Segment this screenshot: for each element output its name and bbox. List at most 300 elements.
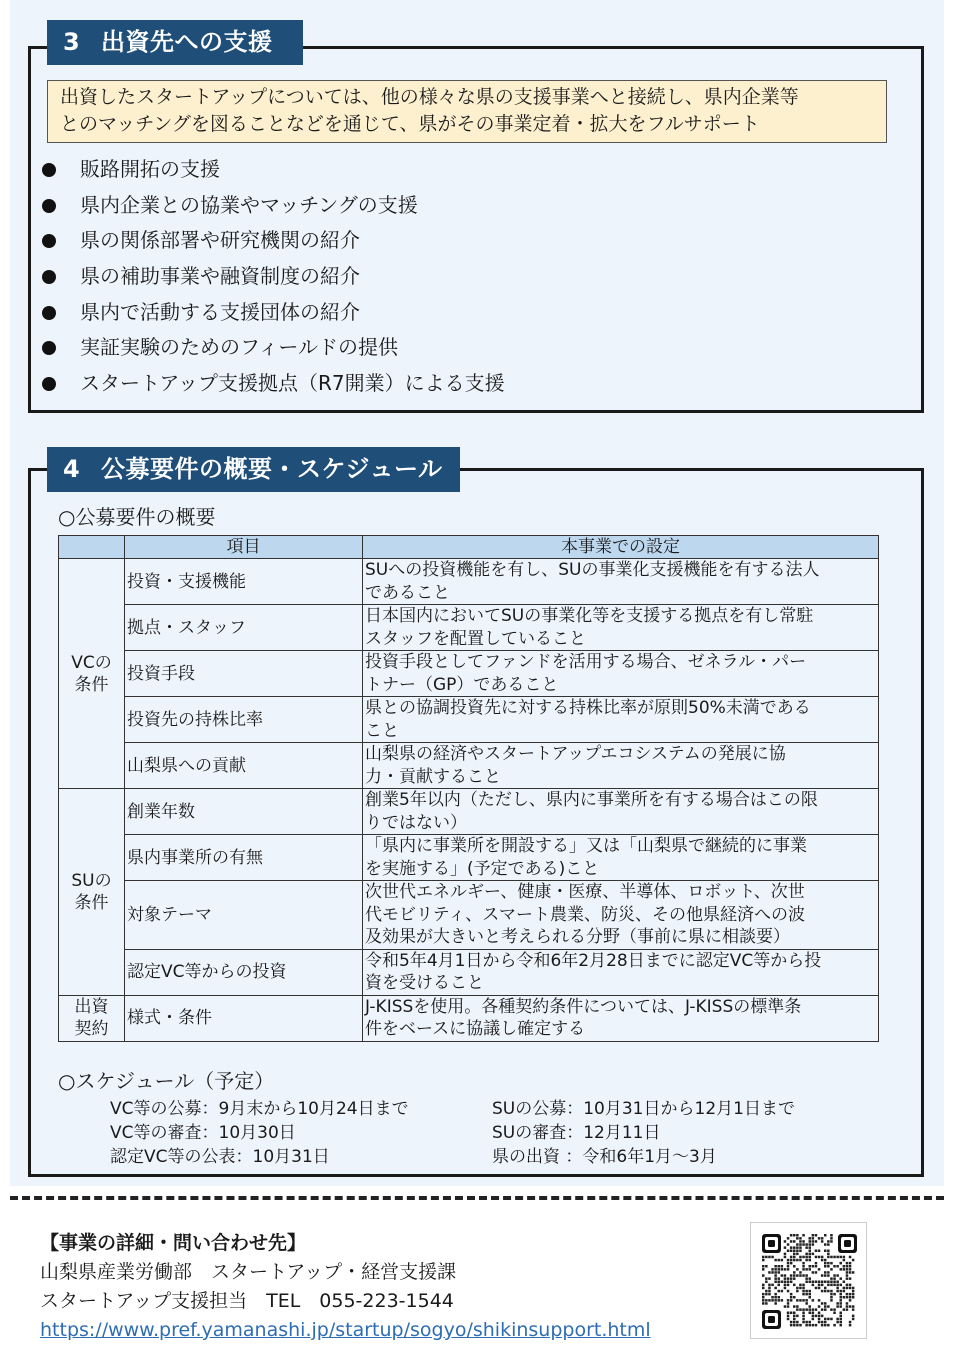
- qr-module: [787, 1312, 790, 1315]
- group-label-line: 条件: [74, 674, 109, 695]
- qr-module: [768, 1256, 771, 1259]
- qr-module: [830, 1299, 833, 1302]
- qr-module: [762, 1259, 765, 1262]
- qr-module: [818, 1250, 821, 1253]
- qr-module: [821, 1290, 824, 1293]
- setting-line: 山梨県の経済やスタートアップエコシステムの発展に協: [365, 744, 786, 764]
- section-4-title: [47, 447, 460, 492]
- qr-module: [849, 1305, 852, 1308]
- setting-line: 及効果が大きいと考えられる分野（事前に県に相談要）: [365, 927, 790, 947]
- qr-module: [802, 1274, 805, 1277]
- qr-module: [833, 1281, 836, 1284]
- schedule-item: VC等の公募：9月末から10月24日まで: [110, 1099, 409, 1119]
- schedule-item: VC等の審査：10月30日: [110, 1123, 296, 1143]
- qr-module: [852, 1293, 855, 1296]
- qr-module: [781, 1259, 784, 1262]
- setting-line: こと: [365, 720, 399, 741]
- item-cell: 投資先の持株比率: [125, 697, 363, 743]
- qr-module: [846, 1305, 849, 1308]
- qr-module: [827, 1324, 830, 1327]
- contact-url-link[interactable]: https://www.pref.yamanashi.jp/startup/sogyo/shikinsupport.html: [40, 1319, 651, 1341]
- schedule-item: SUの審査：12月11日: [492, 1123, 661, 1143]
- qr-module: [852, 1287, 855, 1290]
- qr-module: [840, 1293, 843, 1296]
- qr-module: [796, 1324, 799, 1327]
- qr-module: [840, 1315, 843, 1318]
- qr-module: [846, 1308, 849, 1311]
- qr-module: [781, 1268, 784, 1271]
- qr-module: [778, 1284, 781, 1287]
- list-item: [42, 188, 505, 224]
- contact-department: 山梨県産業労働部 スタートアップ・経営支援課: [40, 1261, 457, 1283]
- qr-module: [830, 1262, 833, 1265]
- qr-module: [852, 1296, 855, 1299]
- qr-module: [802, 1321, 805, 1324]
- qr-module: [843, 1296, 846, 1299]
- qr-module: [809, 1290, 812, 1293]
- qr-module: [787, 1262, 790, 1265]
- item-cell: 県内事業所の有無: [125, 835, 363, 881]
- qr-module: [827, 1265, 830, 1268]
- qr-module: [840, 1318, 843, 1321]
- qr-module: [821, 1237, 824, 1240]
- group-cell-vc: [59, 559, 125, 789]
- qr-module: [827, 1318, 830, 1321]
- qr-module: [784, 1284, 787, 1287]
- qr-module: [796, 1246, 799, 1249]
- qr-module: [793, 1296, 796, 1299]
- setting-cell: [363, 559, 879, 605]
- qr-module: [802, 1234, 805, 1237]
- qr-module: [774, 1287, 777, 1290]
- qr-module: [796, 1250, 799, 1253]
- qr-module: [821, 1240, 824, 1243]
- setting-line: 創業5年以内（ただし、県内に事業所を有する場合はこの限: [365, 790, 818, 810]
- qr-module: [802, 1308, 805, 1311]
- qr-module: [787, 1237, 790, 1240]
- list-item: [42, 259, 505, 295]
- qr-module: [812, 1312, 815, 1315]
- qr-module: [818, 1256, 821, 1259]
- qr-module: [805, 1274, 808, 1277]
- qr-module: [762, 1302, 765, 1305]
- qr-module: [821, 1259, 824, 1262]
- requirements-heading: ○公募要件の概要: [58, 505, 216, 529]
- schedule-heading: ○スケジュール（予定）: [58, 1069, 275, 1093]
- qr-module: [805, 1293, 808, 1296]
- qr-module: [824, 1243, 827, 1246]
- qr-module: [784, 1268, 787, 1271]
- qr-module: [846, 1277, 849, 1280]
- setting-cell: [363, 995, 879, 1041]
- qr-module: [796, 1305, 799, 1308]
- qr-module: [843, 1259, 846, 1262]
- qr-module: [799, 1246, 802, 1249]
- qr-module: [833, 1256, 836, 1259]
- qr-module: [836, 1305, 839, 1308]
- qr-module: [846, 1274, 849, 1277]
- setting-cell: [363, 881, 879, 950]
- group-cell-contract: [59, 995, 125, 1041]
- qr-module: [836, 1274, 839, 1277]
- list-item-text: 実証実験のためのフィールドの提供: [80, 335, 398, 360]
- requirements-table: [58, 535, 879, 1042]
- qr-module: [836, 1284, 839, 1287]
- qr-module: [840, 1277, 843, 1280]
- qr-module: [796, 1274, 799, 1277]
- qr-module: [787, 1290, 790, 1293]
- qr-module: [846, 1296, 849, 1299]
- qr-module: [762, 1274, 765, 1277]
- qr-module: [774, 1265, 777, 1268]
- schedule-left: [110, 1097, 409, 1169]
- qr-module: [778, 1271, 781, 1274]
- setting-cell: [363, 605, 879, 651]
- qr-module: [849, 1287, 852, 1290]
- qr-module: [793, 1321, 796, 1324]
- qr-module: [771, 1271, 774, 1274]
- qr-module: [846, 1271, 849, 1274]
- qr-module: [762, 1296, 765, 1299]
- qr-module: [812, 1318, 815, 1321]
- qr-module: [846, 1287, 849, 1290]
- item-cell: 投資手段: [125, 651, 363, 697]
- qr-module: [768, 1277, 771, 1280]
- group-cell-su: [59, 789, 125, 996]
- qr-module: [790, 1262, 793, 1265]
- qr-module: [821, 1308, 824, 1311]
- list-item-text: 県内で活動する支援団体の紹介: [80, 299, 360, 324]
- qr-module: [815, 1324, 818, 1327]
- qr-module: [802, 1240, 805, 1243]
- qr-module: [833, 1293, 836, 1296]
- qr-module: [833, 1308, 836, 1311]
- header-cell-item: 項目: [125, 536, 363, 559]
- qr-module: [790, 1312, 793, 1315]
- qr-module: [827, 1305, 830, 1308]
- qr-module: [771, 1268, 774, 1271]
- qr-module: [799, 1274, 802, 1277]
- qr-module: [774, 1271, 777, 1274]
- qr-module: [812, 1253, 815, 1256]
- qr-module: [824, 1234, 827, 1237]
- qr-module: [809, 1259, 812, 1262]
- qr-module: [849, 1268, 852, 1271]
- qr-module: [827, 1284, 830, 1287]
- qr-module: [784, 1281, 787, 1284]
- qr-module: [787, 1281, 790, 1284]
- list-item-text: 県内企業との協業やマッチングの支援: [80, 192, 418, 217]
- qr-module: [818, 1299, 821, 1302]
- qr-module: [765, 1290, 768, 1293]
- qr-module: [840, 1284, 843, 1287]
- qr-module: [827, 1250, 830, 1253]
- qr-module: [793, 1315, 796, 1318]
- qr-module: [821, 1302, 824, 1305]
- qr-module: [799, 1256, 802, 1259]
- qr-module: [796, 1287, 799, 1290]
- qr-module: [790, 1277, 793, 1280]
- qr-module: [790, 1240, 793, 1243]
- qr-module: [843, 1256, 846, 1259]
- qr-module: [805, 1243, 808, 1246]
- qr-module: [840, 1302, 843, 1305]
- qr-module: [809, 1281, 812, 1284]
- qr-module: [787, 1268, 790, 1271]
- qr-module: [818, 1284, 821, 1287]
- qr-module: [812, 1284, 815, 1287]
- qr-module: [849, 1293, 852, 1296]
- qr-module: [849, 1299, 852, 1302]
- qr-module: [846, 1268, 849, 1271]
- qr-module: [796, 1253, 799, 1256]
- qr-module: [793, 1271, 796, 1274]
- qr-module: [799, 1271, 802, 1274]
- qr-module: [796, 1268, 799, 1271]
- setting-line: 力・貢献すること: [365, 766, 501, 787]
- qr-module: [812, 1299, 815, 1302]
- qr-module: [762, 1268, 765, 1271]
- qr-module: [830, 1296, 833, 1299]
- qr-module: [802, 1315, 805, 1318]
- qr-module: [809, 1265, 812, 1268]
- qr-module: [830, 1318, 833, 1321]
- qr-module: [765, 1265, 768, 1268]
- qr-module: [812, 1308, 815, 1311]
- qr-module: [836, 1281, 839, 1284]
- qr-module: [824, 1250, 827, 1253]
- qr-module: [824, 1305, 827, 1308]
- qr-module: [787, 1299, 790, 1302]
- qr-module: [796, 1290, 799, 1293]
- contact-block: [40, 1229, 651, 1345]
- qr-module: [784, 1305, 787, 1308]
- qr-module: [805, 1308, 808, 1311]
- qr-module: [802, 1312, 805, 1315]
- qr-module: [790, 1281, 793, 1284]
- qr-module: [840, 1290, 843, 1293]
- contact-tel: スタートアップ支援担当 TEL 055-223-1544: [40, 1290, 454, 1312]
- qr-module: [781, 1299, 784, 1302]
- qr-module: [812, 1271, 815, 1274]
- list-item: [42, 152, 505, 188]
- qr-module: [781, 1281, 784, 1284]
- list-item: [42, 366, 505, 402]
- intro-line: 出資したスタートアップについては、他の様々な県の支援事業へと接続し、県内企業等: [60, 86, 799, 108]
- qr-module: [787, 1315, 790, 1318]
- qr-module: [793, 1250, 796, 1253]
- qr-module: [799, 1324, 802, 1327]
- setting-line: SUへの投資機能を有し、SUの事業化支援機能を有する法人: [365, 560, 820, 580]
- bullet-icon: [42, 341, 56, 355]
- item-cell: 認定VC等からの投資: [125, 949, 363, 995]
- qr-module: [824, 1290, 827, 1293]
- qr-module: [836, 1256, 839, 1259]
- qr-module: [846, 1293, 849, 1296]
- qr-module: [771, 1256, 774, 1259]
- setting-line: を実施する」(予定である)こと: [365, 858, 600, 879]
- qr-module: [840, 1299, 843, 1302]
- qr-module: [830, 1240, 833, 1243]
- setting-line: 資を受けること: [365, 973, 484, 993]
- qr-module: [796, 1234, 799, 1237]
- qr-module: [774, 1293, 777, 1296]
- qr-module: [778, 1268, 781, 1271]
- group-label-line: 契約: [74, 1019, 109, 1039]
- bullet-icon: [42, 163, 56, 177]
- qr-module: [840, 1305, 843, 1308]
- qr-module: [833, 1265, 836, 1268]
- support-list: [42, 152, 505, 402]
- qr-module: [774, 1274, 777, 1277]
- qr-module: [805, 1277, 808, 1280]
- qr-module: [765, 1256, 768, 1259]
- qr-module: [805, 1321, 808, 1324]
- qr-module: [849, 1265, 852, 1268]
- qr-module: [849, 1284, 852, 1287]
- qr-module: [765, 1293, 768, 1296]
- section-title-text: 出資先への支援: [101, 28, 273, 56]
- qr-module: [793, 1265, 796, 1268]
- qr-module: [793, 1312, 796, 1315]
- qr-module: [809, 1240, 812, 1243]
- qr-module: [774, 1277, 777, 1280]
- qr-module: [802, 1284, 805, 1287]
- item-cell: 創業年数: [125, 789, 363, 835]
- item-cell: 様式・条件: [125, 995, 363, 1041]
- header-cell-group: [59, 536, 125, 559]
- list-item-text: 県の関係部署や研究機関の紹介: [80, 228, 360, 253]
- schedule-item: 県の出資 ：令和6年1月～3月: [492, 1147, 717, 1167]
- qr-module: [805, 1268, 808, 1271]
- setting-line: 令和5年4月1日から令和6年2月28日までに認定VC等から投: [365, 950, 822, 971]
- schedule-item: 認定VC等の公表：10月31日: [110, 1147, 330, 1167]
- qr-module: [790, 1324, 793, 1327]
- qr-module: [815, 1240, 818, 1243]
- qr-module: [793, 1324, 796, 1327]
- qr-module: [818, 1237, 821, 1240]
- qr-module: [836, 1265, 839, 1268]
- qr-module: [768, 1290, 771, 1293]
- qr-module: [774, 1302, 777, 1305]
- qr-module: [830, 1256, 833, 1259]
- qr-module: [833, 1284, 836, 1287]
- qr-module: [787, 1265, 790, 1268]
- qr-module: [787, 1302, 790, 1305]
- qr-module: [840, 1324, 843, 1327]
- qr-module: [784, 1256, 787, 1259]
- qr-module: [818, 1315, 821, 1318]
- qr-module: [762, 1293, 765, 1296]
- qr-module: [830, 1293, 833, 1296]
- qr-module: [840, 1312, 843, 1315]
- qr-module: [809, 1237, 812, 1240]
- qr-module: [830, 1308, 833, 1311]
- qr-module: [809, 1268, 812, 1271]
- item-cell: 拠点・スタッフ: [125, 605, 363, 651]
- qr-module: [818, 1321, 821, 1324]
- setting-line: 代モビリティ、スマート農業、防災、その他県経済への波: [365, 904, 805, 925]
- qr-module: [790, 1321, 793, 1324]
- qr-module: [849, 1324, 852, 1327]
- qr-module: [781, 1290, 784, 1293]
- qr-module: [830, 1234, 833, 1237]
- qr-module: [802, 1293, 805, 1296]
- qr-module: [762, 1256, 765, 1259]
- qr-module: [812, 1234, 815, 1237]
- qr-module: [799, 1240, 802, 1243]
- qr-module: [849, 1262, 852, 1265]
- qr-module: [809, 1256, 812, 1259]
- qr-module: [830, 1290, 833, 1293]
- qr-module: [796, 1299, 799, 1302]
- qr-module: [809, 1293, 812, 1296]
- section-number: 3: [63, 28, 81, 56]
- qr-module: [778, 1296, 781, 1299]
- qr-module: [846, 1284, 849, 1287]
- qr-module: [771, 1284, 774, 1287]
- setting-line: りではない）: [365, 812, 467, 833]
- qr-module: [836, 1321, 839, 1324]
- qr-module: [787, 1284, 790, 1287]
- qr-module: [805, 1299, 808, 1302]
- qr-module: [818, 1318, 821, 1321]
- qr-module: [827, 1290, 830, 1293]
- qr-module: [830, 1237, 833, 1240]
- qr-module: [840, 1321, 843, 1324]
- qr-module: [793, 1274, 796, 1277]
- qr-module: [771, 1296, 774, 1299]
- item-cell: 山梨県への貢献: [125, 743, 363, 789]
- qr-module: [812, 1243, 815, 1246]
- qr-module: [836, 1318, 839, 1321]
- qr-module: [799, 1259, 802, 1262]
- qr-module: [833, 1274, 836, 1277]
- qr-module: [778, 1277, 781, 1280]
- qr-module: [784, 1253, 787, 1256]
- table-row: [59, 949, 879, 995]
- qr-module: [818, 1287, 821, 1290]
- section-title-text: 公募要件の概要・スケジュール: [101, 455, 443, 483]
- qr-module: [802, 1243, 805, 1246]
- qr-module: [824, 1324, 827, 1327]
- qr-module: [809, 1312, 812, 1315]
- qr-module: [824, 1321, 827, 1324]
- qr-module: [836, 1290, 839, 1293]
- qr-module: [802, 1299, 805, 1302]
- qr-module: [771, 1299, 774, 1302]
- section-3-title: [47, 20, 303, 65]
- qr-module: [765, 1299, 768, 1302]
- qr-module: [815, 1234, 818, 1237]
- qr-module: [799, 1250, 802, 1253]
- list-item: [42, 223, 505, 259]
- qr-module: [830, 1268, 833, 1271]
- qr-module: [790, 1234, 793, 1237]
- schedule-item: SUの公募：10月31日から12月1日まで: [492, 1099, 795, 1119]
- qr-module: [787, 1259, 790, 1262]
- qr-module: [787, 1243, 790, 1246]
- qr-module: [802, 1262, 805, 1265]
- qr-module: [815, 1262, 818, 1265]
- qr-module: [824, 1318, 827, 1321]
- qr-module: [805, 1302, 808, 1305]
- qr-module: [768, 1299, 771, 1302]
- qr-module: [840, 1262, 843, 1265]
- qr-module: [840, 1268, 843, 1271]
- qr-module: [815, 1265, 818, 1268]
- qr-module: [790, 1250, 793, 1253]
